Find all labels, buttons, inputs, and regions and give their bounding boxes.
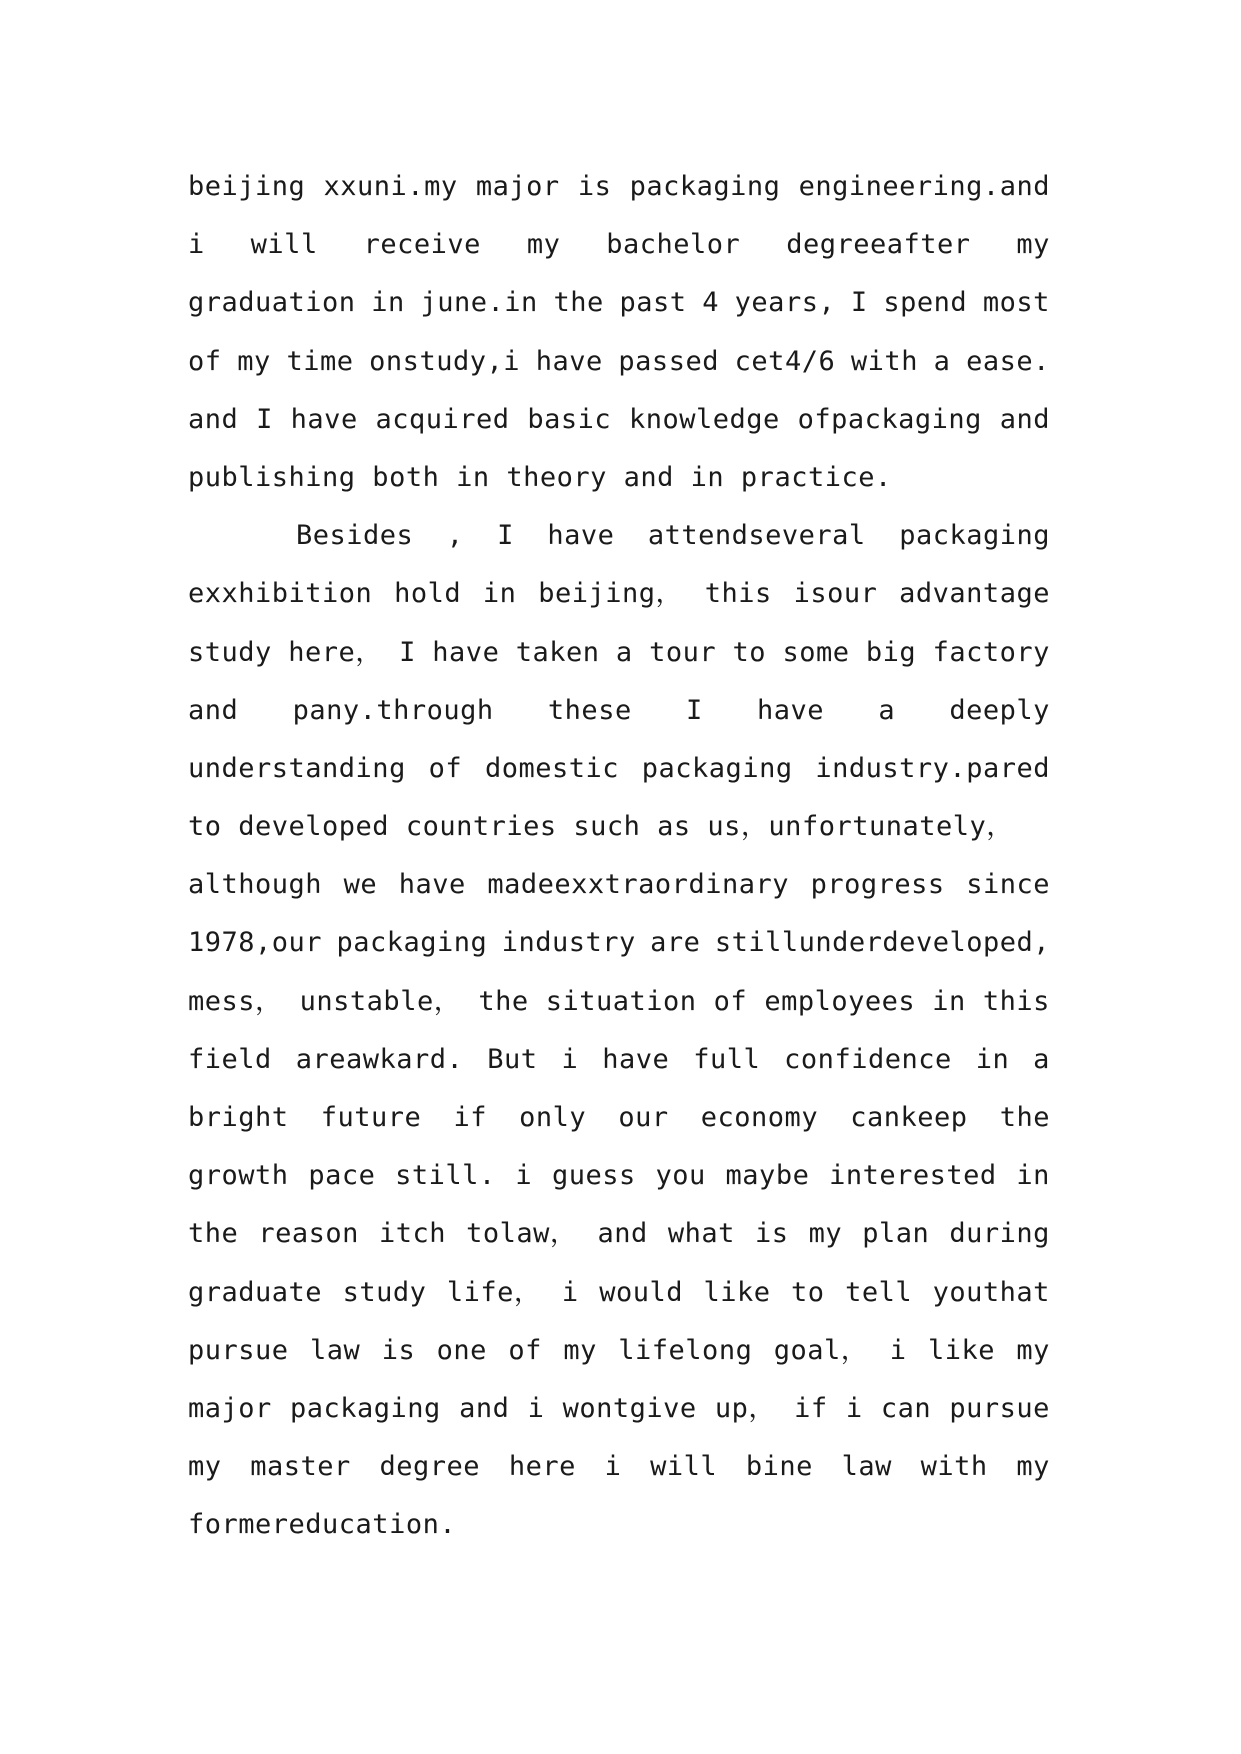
word: 4 [702,287,719,319]
word: here [508,1451,576,1483]
word: you [655,1160,706,1192]
word: pursue [188,1334,289,1366]
word: domestic [484,752,619,784]
word: Besides [296,520,414,552]
word: engineering.and [798,171,1050,202]
text-line [188,1205,1050,1263]
word: i [515,1160,533,1192]
word: up， [714,1392,776,1424]
word: have [547,520,615,552]
word: have [757,694,825,726]
word: time [286,345,354,377]
text-line [188,507,1050,565]
word: a [933,345,951,377]
text-line [188,216,1050,274]
word: in [371,287,405,319]
word: degreeafter [786,229,971,261]
text-line [188,973,1050,1031]
word: we [343,869,378,901]
word: youthat [932,1276,1050,1308]
word: in [1016,1160,1050,1192]
word: unstable， [299,985,462,1017]
word: is [755,1218,789,1250]
word: packaging [641,752,793,784]
word: acquired [375,403,510,435]
word: with [920,1451,988,1483]
word: have [290,403,358,435]
word: one [436,1334,487,1366]
word: packaging [290,1392,441,1424]
word: june.in [420,287,538,319]
word: graduation [188,287,356,319]
word: progress [810,869,945,901]
word: madeexxtraordinary [487,869,789,901]
word: i [604,1451,622,1483]
word: and [999,403,1050,435]
word: stillunderdeveloped, [714,927,1050,959]
word: cet4/6 [734,345,836,377]
text-line [188,856,1050,914]
word: economy [700,1102,819,1133]
word: xxuni.my [323,171,458,202]
text-line: formereducation. [188,1509,457,1541]
word: pace [308,1160,376,1192]
word: full [693,1043,761,1075]
word: I [685,694,703,726]
word: future [320,1102,422,1133]
word: employees [764,985,916,1017]
word: here， [288,636,383,668]
word: i [188,229,205,261]
word: cankeep [850,1102,968,1133]
word: since [966,869,1050,901]
word: if [794,1392,828,1424]
text-line [188,158,1050,216]
word: big [865,636,917,668]
word: packaging [629,171,781,202]
word: itch [379,1218,447,1250]
word: of [428,752,463,784]
word: growth [188,1160,289,1192]
word: are [650,927,701,959]
text-line [188,274,1050,332]
word: i [845,1392,863,1424]
word: receive [363,229,481,261]
text-line [188,1031,1050,1089]
word: my [526,229,561,261]
word: and [188,403,239,435]
word: in [482,578,517,610]
word: is [577,171,612,202]
word: taken [515,636,600,668]
word: plan [862,1218,930,1250]
word: only [519,1102,587,1133]
word: the [478,985,529,1017]
text-line [188,333,1050,391]
word: maybe [725,1160,810,1192]
word: beijing， [538,578,683,610]
word: i [561,1276,579,1308]
word: in [932,985,966,1017]
word: understanding [188,752,406,784]
word: spend [883,287,968,319]
word: my [188,1451,222,1483]
word: is [381,1334,416,1366]
text-line [188,1438,1050,1496]
text-line [188,1264,1050,1322]
word: attendseveral [647,520,866,552]
word: my [1016,1334,1050,1366]
word: although [188,869,323,901]
word: my [1016,1451,1050,1483]
word: ofpackaging [797,403,982,435]
word: pursue [949,1392,1050,1424]
word: ease. [966,345,1050,377]
word: law [309,1334,361,1366]
word: advantage [899,578,1050,610]
word: with [850,345,918,377]
text-line [188,740,1050,798]
text-line [188,682,1050,740]
word: have [432,636,500,668]
word: field [188,1043,272,1075]
word: past [619,287,687,319]
word: goal， [773,1334,869,1366]
word: still. [395,1160,496,1192]
word: exxhibition [188,578,373,610]
word: hold [394,578,462,610]
word: most [982,287,1050,319]
text-line [188,624,1050,682]
word: years, [734,287,836,319]
word: i [889,1334,907,1366]
word: my [563,1334,597,1366]
word: a [878,694,896,726]
word: industry.pared [815,752,1050,784]
word: 1978,our [188,927,323,959]
word: i [527,1392,545,1424]
word: the [553,287,604,319]
text-line [188,1147,1050,1205]
word: onstudy,i [369,345,520,377]
word: I [256,403,273,435]
word: a [615,636,633,668]
word: my [1016,229,1050,261]
word: packaging [336,927,488,959]
word: confidence [784,1043,952,1075]
word: degree [379,1451,481,1483]
word: deeply [949,694,1050,726]
word: knowledge [628,403,780,435]
word: will [250,229,318,261]
text-line [188,914,1050,972]
word: to [732,636,767,668]
word: wontgive [562,1392,697,1424]
word: what [667,1218,735,1250]
word: of [713,985,748,1017]
text-line [188,1089,1050,1147]
word: if [453,1102,487,1133]
word: my [237,345,271,377]
word: industry [501,927,636,959]
word: and [597,1218,648,1250]
word: like [703,1276,771,1308]
text-line [188,1380,1050,1438]
word: i [561,1043,579,1075]
text-line: to developed countries such as us，unfortunately， [188,811,1014,843]
word: bine [745,1451,813,1483]
word: But [487,1043,538,1075]
word: will [650,1451,718,1483]
word: law [841,1451,892,1483]
word: bachelor [606,229,741,261]
text-line [188,391,1050,449]
word: in [975,1043,1010,1075]
word: during [949,1218,1050,1250]
word: have [602,1043,670,1075]
word: mess， [188,985,283,1017]
word: major [475,171,560,202]
word: of [188,345,222,377]
text-line [188,1322,1050,1380]
word: beijing [188,171,306,202]
word: situation [545,985,697,1017]
word: master [250,1451,351,1483]
word: pany.through [292,694,494,726]
word: of [508,1334,542,1366]
word: a [1033,1043,1050,1075]
word: bright [188,1102,289,1133]
word: tolaw， [466,1218,578,1250]
word: isour [793,578,878,610]
word: like [927,1334,995,1366]
word: to [791,1276,825,1308]
word: have [398,869,466,901]
word: passed [618,345,719,377]
word: major [188,1392,272,1424]
word: I [399,636,416,668]
word: some [782,636,850,668]
word: my [808,1218,843,1250]
word: I [497,520,514,552]
word: our [618,1102,669,1133]
word: this [704,578,772,610]
text-line [188,565,1050,623]
word: interested [829,1160,997,1192]
word: guess [551,1160,636,1192]
word: the [999,1102,1050,1133]
word: have [535,345,603,377]
word: basic [527,403,612,435]
word: factory [932,636,1050,668]
word: these [547,694,632,726]
word: I [850,287,868,319]
text-line: publishing both in theory and in practice. [188,461,892,493]
word: graduate [188,1276,323,1308]
word: study [342,1276,427,1308]
word: study [188,636,272,668]
word: packaging [899,520,1050,552]
word: life， [446,1276,542,1308]
word: would [599,1276,683,1308]
word: reason [258,1218,359,1250]
word: lifelong [618,1334,753,1366]
body-text [188,158,1050,1555]
word: this [982,985,1050,1017]
word: the [188,1218,239,1250]
word: and [459,1392,510,1424]
word: , [446,520,464,552]
word: can [880,1392,932,1424]
word: areawkard. [295,1043,464,1075]
word: and [188,694,239,726]
word: tell [845,1276,913,1308]
word: tour [649,636,717,668]
